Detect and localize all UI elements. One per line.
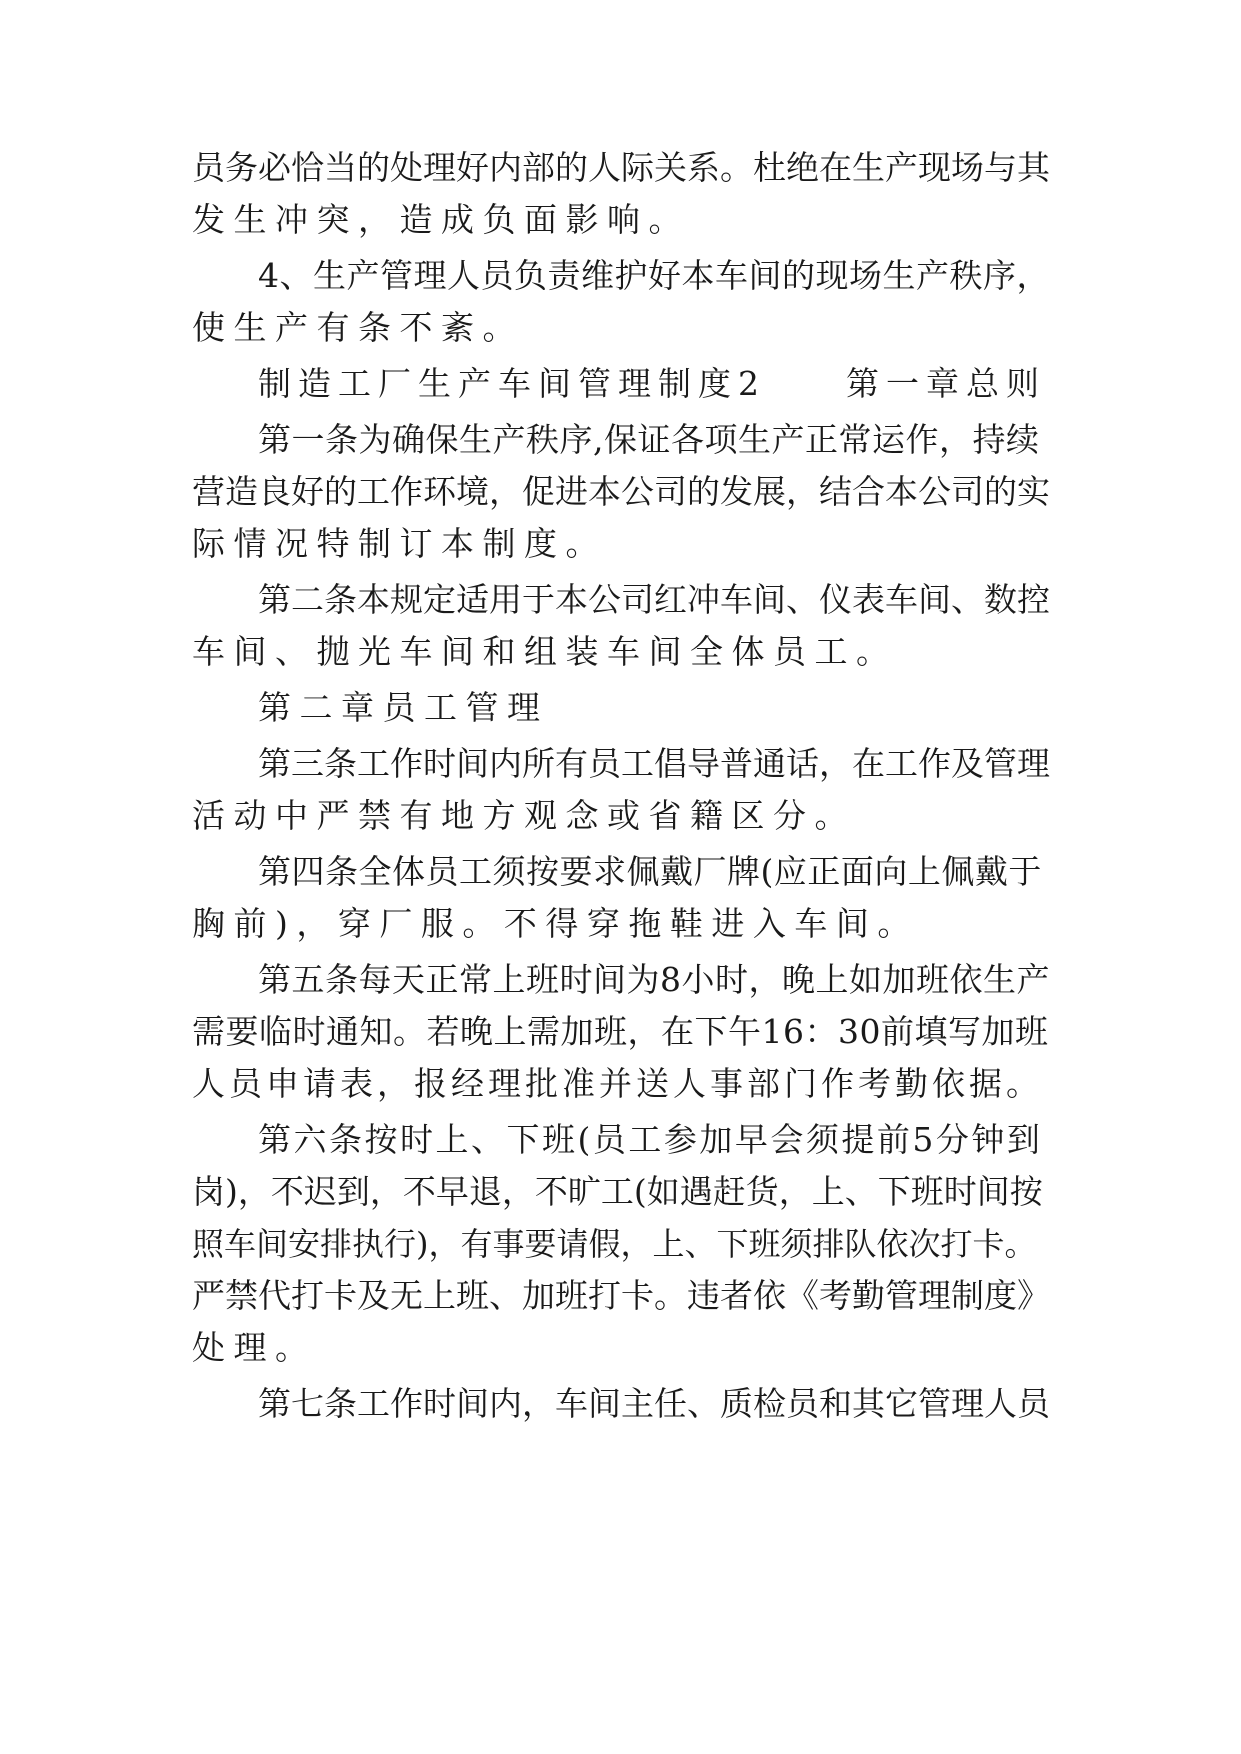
text-line: 员务必恰当的处理好内部的人际关系。杜绝在生产现场与其 [192,148,1050,187]
text-line: 第四条全体员工须按要求佩戴厂牌(应正面向上佩戴于 [258,852,1042,891]
text-line: 4、生产管理人员负责维护好本车间的现场生产秩序， [258,256,1050,295]
text-line: 需要临时通知。若晚上需加班，在下午16：30前填写加班 [192,1012,1049,1051]
section-heading: 制造工厂生产车间管理制度2 第一章总则 [258,364,1046,403]
text-line: 严禁代打卡及无上班、加班打卡。违者依《考勤管理制度》 [192,1276,1050,1315]
text-line: 发生冲突，造成负面影响。 [192,200,690,239]
text-line: 第二条本规定适用于本公司红冲车间、仪表车间、数控 [258,580,1050,619]
text-line: 营造良好的工作环境，促进本公司的发展，结合本公司的实 [192,472,1050,511]
text-line: 胸前)，穿厂服。不得穿拖鞋进入车间。 [192,904,919,943]
chapter-heading: 第二章员工管理 [258,688,549,727]
text-line: 人员申请表，报经理批准并送人事部门作考勤依据。 [192,1064,1043,1103]
text-line: 际情况特制订本制度。 [192,524,607,563]
text-line: 第六条按时上、下班(员工参加早会须提前5分钟到 [258,1120,1043,1159]
text-line: 活动中严禁有地方观念或省籍区分。 [192,796,856,835]
text-line: 车间、抛光车间和组装车间全体员工。 [192,632,898,671]
text-line: 第七条工作时间内，车间主任、质检员和其它管理人员 [258,1384,1050,1423]
text-line: 处理。 [192,1328,317,1367]
text-line: 岗)，不迟到，不早退，不旷工(如遇赶货，上、下班时间按 [192,1172,1043,1211]
text-line: 第一条为确保生产秩序,保证各项生产正常运作，持续 [258,420,1040,459]
text-line: 第三条工作时间内所有员工倡导普通话，在工作及管理 [258,744,1050,783]
text-line: 照车间安排执行)，有事要请假，上、下班须排队依次打卡。 [192,1225,1037,1263]
text-line: 第五条每天正常上班时间为8小时，晚上如加班依生产 [258,960,1050,999]
text-line: 使生产有条不紊。 [192,308,524,347]
